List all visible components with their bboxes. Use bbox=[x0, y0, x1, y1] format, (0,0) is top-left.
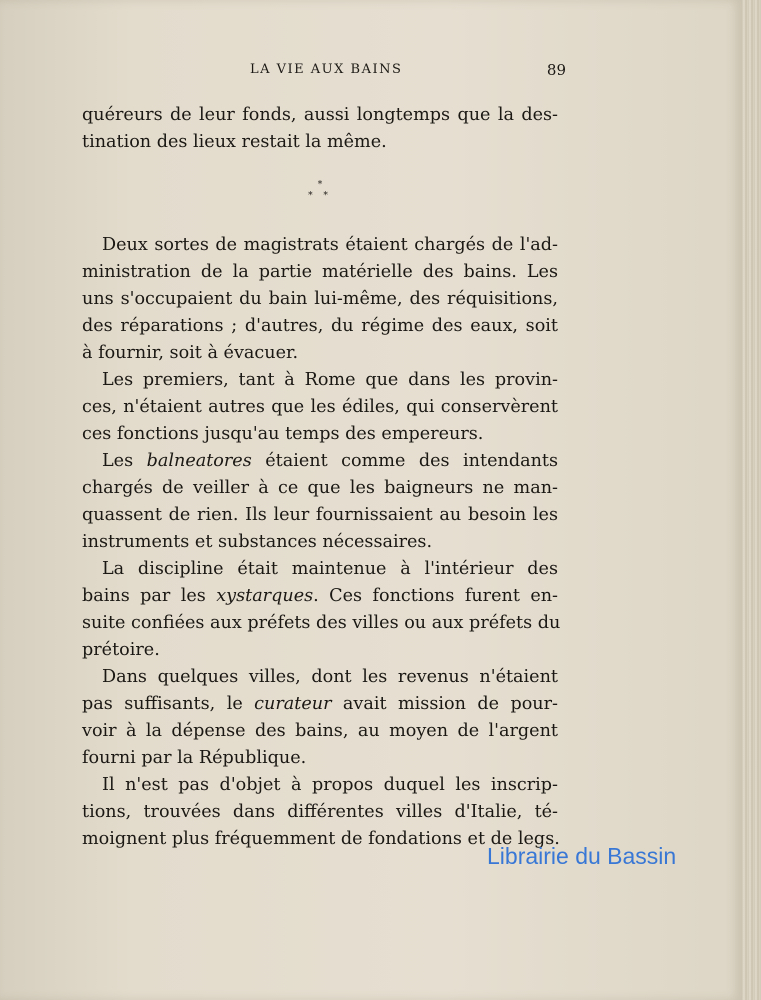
page-stack-edge bbox=[742, 0, 761, 1000]
running-head bbox=[84, 62, 566, 82]
text-line: moignent plus fréquemment de fondations et de legs. bbox=[82, 829, 560, 849]
text-line: Les premiers, tant à Rome que dans les provin- bbox=[102, 370, 558, 390]
text-line: fourni par la République. bbox=[82, 748, 307, 768]
paragraph bbox=[82, 772, 558, 853]
asterism-top: * bbox=[317, 180, 323, 190]
text-line: ces fonctions jusqu'au temps des empereurs. bbox=[82, 424, 484, 444]
text-line: des réparations ; d'autres, du régime des eaux, soit bbox=[82, 316, 558, 336]
text-line: tions, trouvées dans différentes villes d'Italie, té- bbox=[82, 802, 558, 822]
text-line: ces, n'étaient autres que les édiles, qui conservèrent bbox=[82, 397, 558, 417]
page-number: 89 bbox=[546, 61, 566, 79]
paragraph bbox=[82, 556, 561, 664]
text-line: quassent de rien. Ils leur fournissaient au besoin les bbox=[82, 505, 558, 525]
text-line: La discipline était maintenue à l'intérieur des bbox=[102, 559, 558, 579]
text-line: Il n'est pas d'objet à propos duquel les inscrip- bbox=[102, 775, 558, 795]
paragraph bbox=[82, 367, 558, 448]
text-line: chargés de veiller à ce que les baigneurs ne man- bbox=[82, 478, 558, 498]
text-line: pas suffisants, le curateur avait mission de pour- bbox=[82, 694, 558, 714]
paragraph bbox=[82, 664, 558, 772]
text-line: voir à la dépense des bains, au moyen de l'argent bbox=[82, 721, 558, 741]
asterism-divider bbox=[300, 180, 340, 210]
text-line: Les balneatores étaient comme des intendants bbox=[102, 451, 558, 471]
text-line: ministration de la partie matérielle des bains. Les bbox=[82, 262, 558, 282]
text-line: suite confiées aux préfets des villes ou aux préfets du bbox=[82, 613, 561, 633]
text-line: uns s'occupaient du bain lui-même, des réquisitions, bbox=[82, 289, 558, 309]
text-line: Dans quelques villes, dont les revenus n'étaient bbox=[102, 667, 558, 687]
text-line: bains par les xystarques. Ces fonctions furent en- bbox=[82, 586, 559, 606]
asterism-bottom: * * bbox=[308, 191, 332, 201]
text-line: Deux sortes de magistrats étaient chargés de l'ad- bbox=[102, 235, 558, 255]
text-line: quéreurs de leur fonds, aussi longtemps que la des- bbox=[82, 105, 558, 125]
text-line: prétoire. bbox=[82, 640, 160, 660]
continued-paragraph bbox=[82, 102, 558, 156]
text-line: à fournir, soit à évacuer. bbox=[82, 343, 299, 363]
running-title: LA VIE AUX BAINS bbox=[250, 62, 403, 77]
text-line: tination des lieux restait la même. bbox=[82, 132, 387, 152]
watermark-text: Librairie du Bassin bbox=[487, 843, 677, 869]
body-text bbox=[82, 232, 561, 853]
text-line: instruments et substances nécessaires. bbox=[82, 532, 433, 552]
paragraph bbox=[82, 232, 558, 367]
paragraph bbox=[82, 448, 558, 556]
